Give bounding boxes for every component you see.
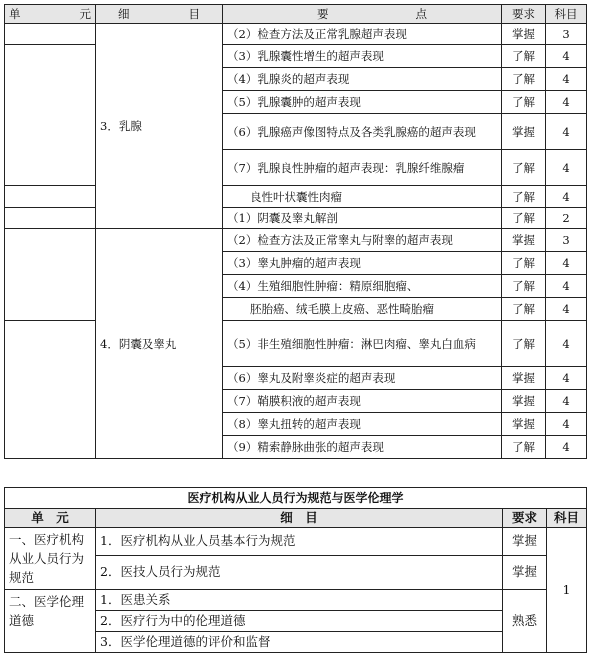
point-cell: （7）乳腺良性肿瘤的超声表现：乳腺纤维腺瘤 xyxy=(223,150,502,186)
header-requirement: 要求 xyxy=(502,5,546,24)
requirement-cell: 掌握 xyxy=(502,229,546,252)
header-subject: 科目 xyxy=(547,509,587,528)
detail-cell: 1．医疗机构从业人员基本行为规范 xyxy=(96,528,503,556)
unit-cell xyxy=(5,186,96,208)
table-row xyxy=(5,208,587,229)
requirement-cell: 掌握 xyxy=(502,413,546,436)
header-points: 要 点 xyxy=(223,5,502,24)
point-cell: （3）乳腺囊性增生的超声表现 xyxy=(223,45,502,68)
subject-cell: 4 xyxy=(546,114,587,150)
table-header-row xyxy=(5,509,587,528)
unit-cell xyxy=(5,208,96,229)
requirement-cell: 了解 xyxy=(502,186,546,208)
table-row xyxy=(5,186,587,208)
subject-cell: 4 xyxy=(546,150,587,186)
subject-cell: 4 xyxy=(546,275,587,298)
point-cell: （4）生殖细胞性肿瘤：精原细胞瘤、 xyxy=(223,275,502,298)
requirement-cell: 了解 xyxy=(502,436,546,459)
requirement-cell: 了解 xyxy=(502,45,546,68)
header-detail: 细 目 xyxy=(96,5,223,24)
requirement-cell: 了解 xyxy=(502,150,546,186)
header-detail: 细 目 xyxy=(96,509,503,528)
requirement-cell: 掌握 xyxy=(502,114,546,150)
unit-cell xyxy=(5,45,96,186)
unit-cell: 一、医疗机构从业人员行为规范 xyxy=(5,528,96,590)
header-unit: 单 元 xyxy=(5,5,96,24)
subject-cell: 4 xyxy=(546,436,587,459)
table-title-row xyxy=(5,488,587,509)
point-cell: （5）非生殖细胞性肿瘤：淋巴肉瘤、睾丸白血病 xyxy=(223,321,502,367)
subject-cell: 4 xyxy=(546,413,587,436)
point-cell: 良性叶状囊性肉瘤 xyxy=(223,186,502,208)
header-unit: 单 元 xyxy=(5,509,96,528)
requirement-cell: 了解 xyxy=(502,208,546,229)
subject-cell: 1 xyxy=(547,528,587,653)
subject-cell: 4 xyxy=(546,91,587,114)
table-row xyxy=(5,590,587,611)
syllabus-table-ultrasound xyxy=(4,4,587,459)
point-cell: （7）鞘膜积液的超声表现 xyxy=(223,390,502,413)
requirement-cell: 了解 xyxy=(502,68,546,91)
point-cell: （9）精索静脉曲张的超声表现 xyxy=(223,436,502,459)
subject-cell: 4 xyxy=(546,68,587,91)
detail-cell: 1．医患关系 xyxy=(96,590,503,611)
requirement-cell: 掌握 xyxy=(502,24,546,45)
point-cell: （6）睾丸及附睾炎症的超声表现 xyxy=(223,367,502,390)
unit-cell: 二、医学伦理道德 xyxy=(5,590,96,653)
requirement-cell: 掌握 xyxy=(502,390,546,413)
requirement-cell: 熟悉 xyxy=(503,590,547,653)
header-subject: 科目 xyxy=(546,5,587,24)
requirement-cell: 掌握 xyxy=(502,367,546,390)
requirement-cell: 了解 xyxy=(502,298,546,321)
point-cell: （2）检查方法及正常睾丸与附睾的超声表现 xyxy=(223,229,502,252)
unit-cell xyxy=(5,229,96,321)
subject-cell: 4 xyxy=(546,252,587,275)
table-row xyxy=(5,229,587,252)
detail-cell: 2．医疗行为中的伦理道德 xyxy=(96,611,503,632)
requirement-cell: 掌握 xyxy=(503,528,547,556)
point-cell: （4）乳腺炎的超声表现 xyxy=(223,68,502,91)
subject-cell: 4 xyxy=(546,186,587,208)
detail-scrotum: 4．阴囊及睾丸 xyxy=(96,229,223,459)
point-cell: （8）睾丸扭转的超声表现 xyxy=(223,413,502,436)
subject-cell: 4 xyxy=(546,45,587,68)
point-cell: 胚胎癌、绒毛膜上皮癌、恶性畸胎瘤 xyxy=(223,298,502,321)
requirement-cell: 了解 xyxy=(502,275,546,298)
requirement-cell: 了解 xyxy=(502,91,546,114)
point-cell: （1）阴囊及睾丸解剖 xyxy=(223,208,502,229)
detail-cell: 2．医技人员行为规范 xyxy=(96,555,503,589)
subject-cell: 4 xyxy=(546,390,587,413)
unit-cell xyxy=(5,24,96,45)
subject-cell: 4 xyxy=(546,298,587,321)
table-row xyxy=(5,528,587,556)
requirement-cell: 掌握 xyxy=(503,555,547,589)
table-title: 医疗机构从业人员行为规范与医学伦理学 xyxy=(5,488,587,509)
syllabus-table-ethics xyxy=(4,487,587,653)
table-row xyxy=(5,321,587,367)
subject-cell: 4 xyxy=(546,367,587,390)
detail-cell: 3．医学伦理道德的评价和监督 xyxy=(96,632,503,653)
subject-cell: 4 xyxy=(546,321,587,367)
requirement-cell: 了解 xyxy=(502,252,546,275)
table-row xyxy=(5,24,587,45)
subject-cell: 3 xyxy=(546,229,587,252)
point-cell: （6）乳腺癌声像图特点及各类乳腺癌的超声表现 xyxy=(223,114,502,150)
point-cell: （5）乳腺囊肿的超声表现 xyxy=(223,91,502,114)
unit-cell xyxy=(5,321,96,459)
point-cell: （3）睾丸肿瘤的超声表现 xyxy=(223,252,502,275)
table-row xyxy=(5,45,587,68)
subject-cell: 3 xyxy=(546,24,587,45)
requirement-cell: 了解 xyxy=(502,321,546,367)
subject-cell: 2 xyxy=(546,208,587,229)
detail-breast: 3．乳腺 xyxy=(96,24,223,229)
point-cell: （2）检查方法及正常乳腺超声表现 xyxy=(223,24,502,45)
header-requirement: 要求 xyxy=(503,509,547,528)
table-header-row xyxy=(5,5,587,24)
